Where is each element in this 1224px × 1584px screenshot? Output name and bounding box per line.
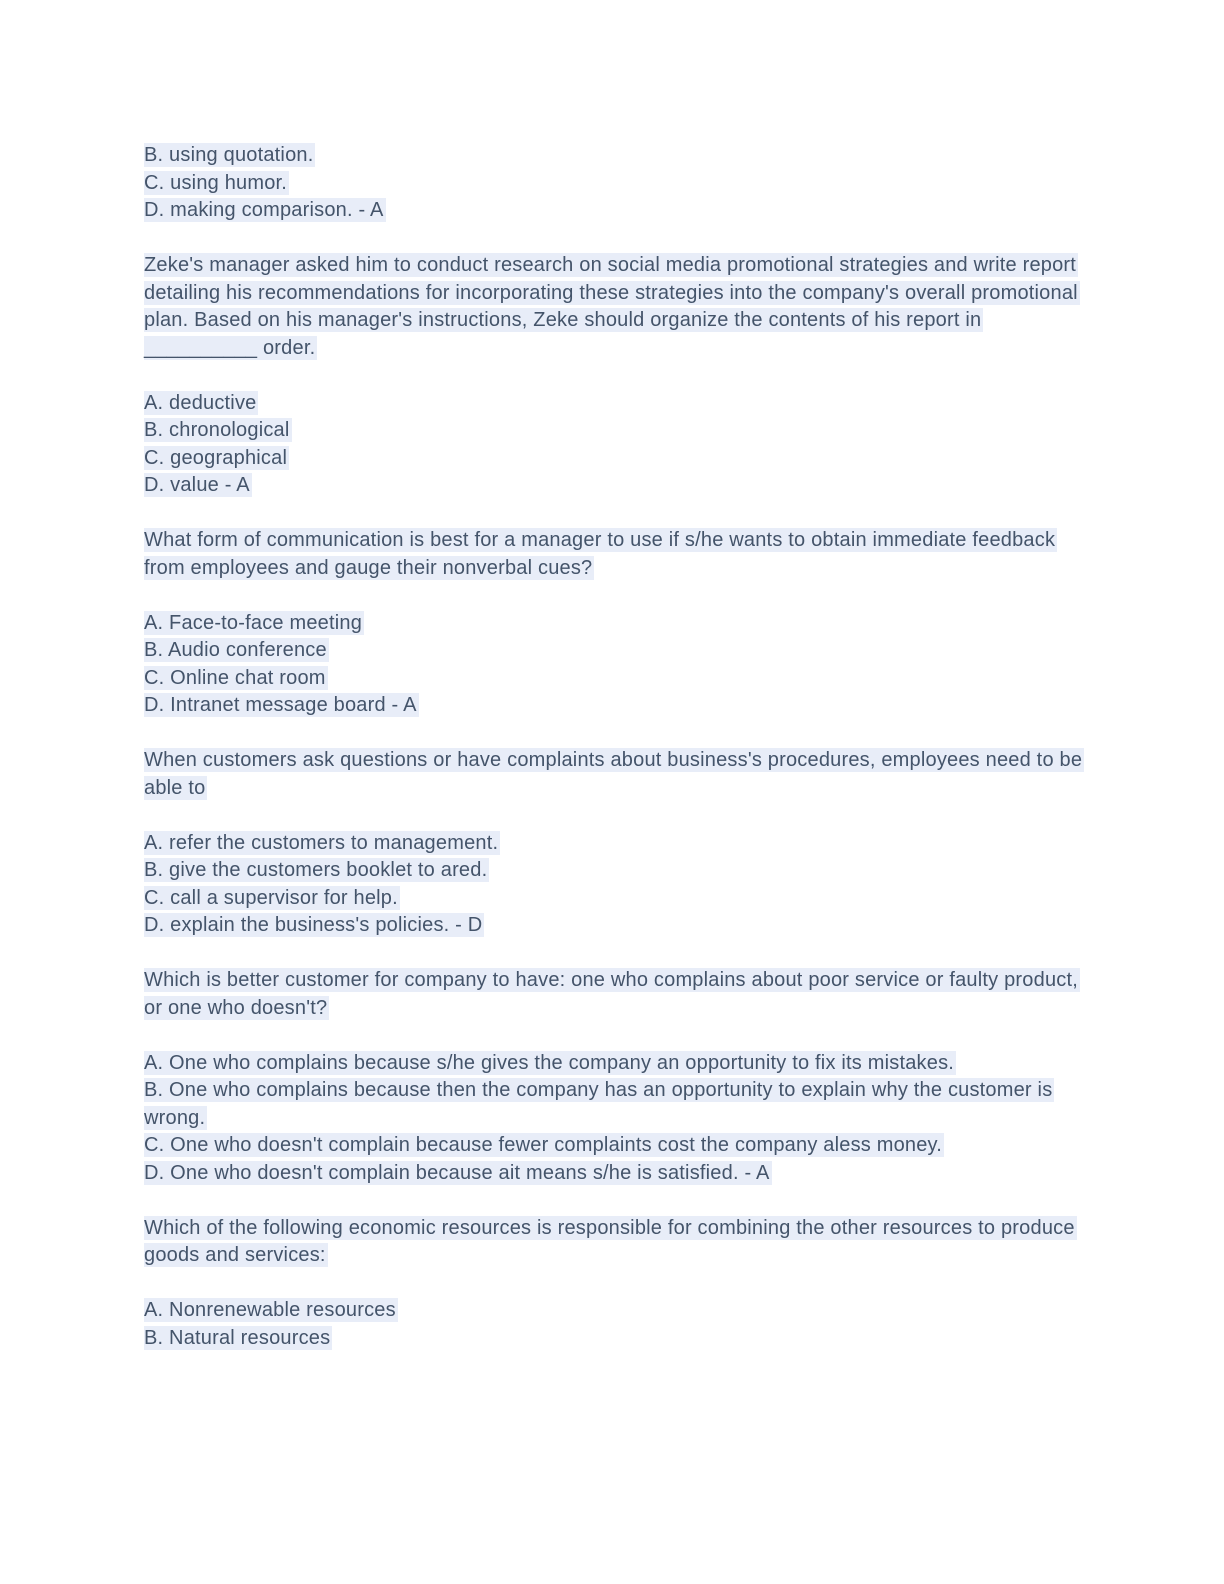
document-content xyxy=(144,142,1086,1380)
answer-option-text: B. using quotation. xyxy=(144,144,314,166)
answer-option-text: C. geographical xyxy=(144,446,288,469)
question-paragraph xyxy=(144,527,1086,582)
answer-option-line xyxy=(144,857,1086,885)
answer-option-line xyxy=(144,445,1086,473)
answer-option-text: D. value - A xyxy=(144,474,250,496)
question-paragraph xyxy=(144,1215,1086,1270)
answer-option-text: C. One who doesn't complain because fewer complaints cost the company aless money. xyxy=(144,1134,943,1156)
answer-option-text: D. explain the business's policies. - D xyxy=(144,914,483,936)
answer-option-text: D. Intranet message board - A xyxy=(144,694,417,716)
question-paragraph xyxy=(144,252,1086,362)
answer-options xyxy=(144,1050,1086,1188)
answer-option-line xyxy=(144,1050,1086,1078)
answer-option-text: A. refer the customers to management. xyxy=(144,831,499,854)
answer-options xyxy=(144,610,1086,720)
answer-option-line xyxy=(144,830,1086,858)
answer-option-text: B. chronological xyxy=(144,419,290,441)
answer-option-text: B. give the customers booklet to ared. xyxy=(144,859,488,881)
answer-option-line xyxy=(144,1325,1086,1353)
answer-options xyxy=(144,390,1086,500)
answer-option-text: A. deductive xyxy=(144,391,257,414)
question-text: When customers ask questions or have complaints about business's procedures, employees need to be able to xyxy=(144,749,1083,799)
question-text: Zeke's manager asked him to conduct research on social media promotional strategies and write report detailing his recommendations for incorporating these strategies into the company's overall promotional plan. Based on his manager's instructions, Zeke should organize the contents of his report in __________ order. xyxy=(144,254,1078,359)
answer-option-text: B. Natural resources xyxy=(144,1326,331,1349)
answer-options xyxy=(144,142,1086,225)
answer-option-line xyxy=(144,885,1086,913)
answer-option-line xyxy=(144,610,1086,638)
answer-option-line xyxy=(144,197,1086,225)
answer-option-line xyxy=(144,1077,1086,1132)
answer-option-line xyxy=(144,1132,1086,1160)
question-paragraph xyxy=(144,747,1086,802)
answer-option-text: A. One who complains because s/he gives the company an opportunity to fix its mistakes. xyxy=(144,1051,955,1074)
answer-option-line xyxy=(144,912,1086,940)
answer-option-text: C. Online chat room xyxy=(144,666,326,689)
question-text: Which is better customer for company to have: one who complains about poor service or faulty product, or one who doesn't? xyxy=(144,969,1078,1019)
answer-options xyxy=(144,1297,1086,1352)
answer-option-text: B. One who complains because then the company has an opportunity to explain why the customer is wrong. xyxy=(144,1079,1053,1129)
answer-option-text: D. making comparison. - A xyxy=(144,199,384,221)
answer-options xyxy=(144,830,1086,940)
question-paragraph xyxy=(144,967,1086,1022)
answer-option-text: C. using humor. xyxy=(144,171,288,194)
answer-option-line xyxy=(144,692,1086,720)
answer-option-text: A. Nonrenewable resources xyxy=(144,1299,396,1321)
answer-option-text: A. Face-to-face meeting xyxy=(144,611,363,634)
answer-option-text: C. call a supervisor for help. xyxy=(144,886,398,909)
answer-option-text: B. Audio conference xyxy=(144,639,327,661)
question-text: What form of communication is best for a manager to use if s/he wants to obtain immediate feedback from employees and gauge their nonverbal cues? xyxy=(144,529,1056,579)
answer-option-line xyxy=(144,142,1086,170)
answer-option-line xyxy=(144,472,1086,500)
answer-option-line xyxy=(144,170,1086,198)
answer-option-text: D. One who doesn't complain because ait means s/he is satisfied. - A xyxy=(144,1161,770,1184)
answer-option-line xyxy=(144,390,1086,418)
answer-option-line xyxy=(144,417,1086,445)
answer-option-line xyxy=(144,637,1086,665)
question-text: Which of the following economic resources is responsible for combining the other resources to produce goods and services: xyxy=(144,1216,1075,1266)
answer-option-line xyxy=(144,1160,1086,1188)
answer-option-line xyxy=(144,1297,1086,1325)
answer-option-line xyxy=(144,665,1086,693)
